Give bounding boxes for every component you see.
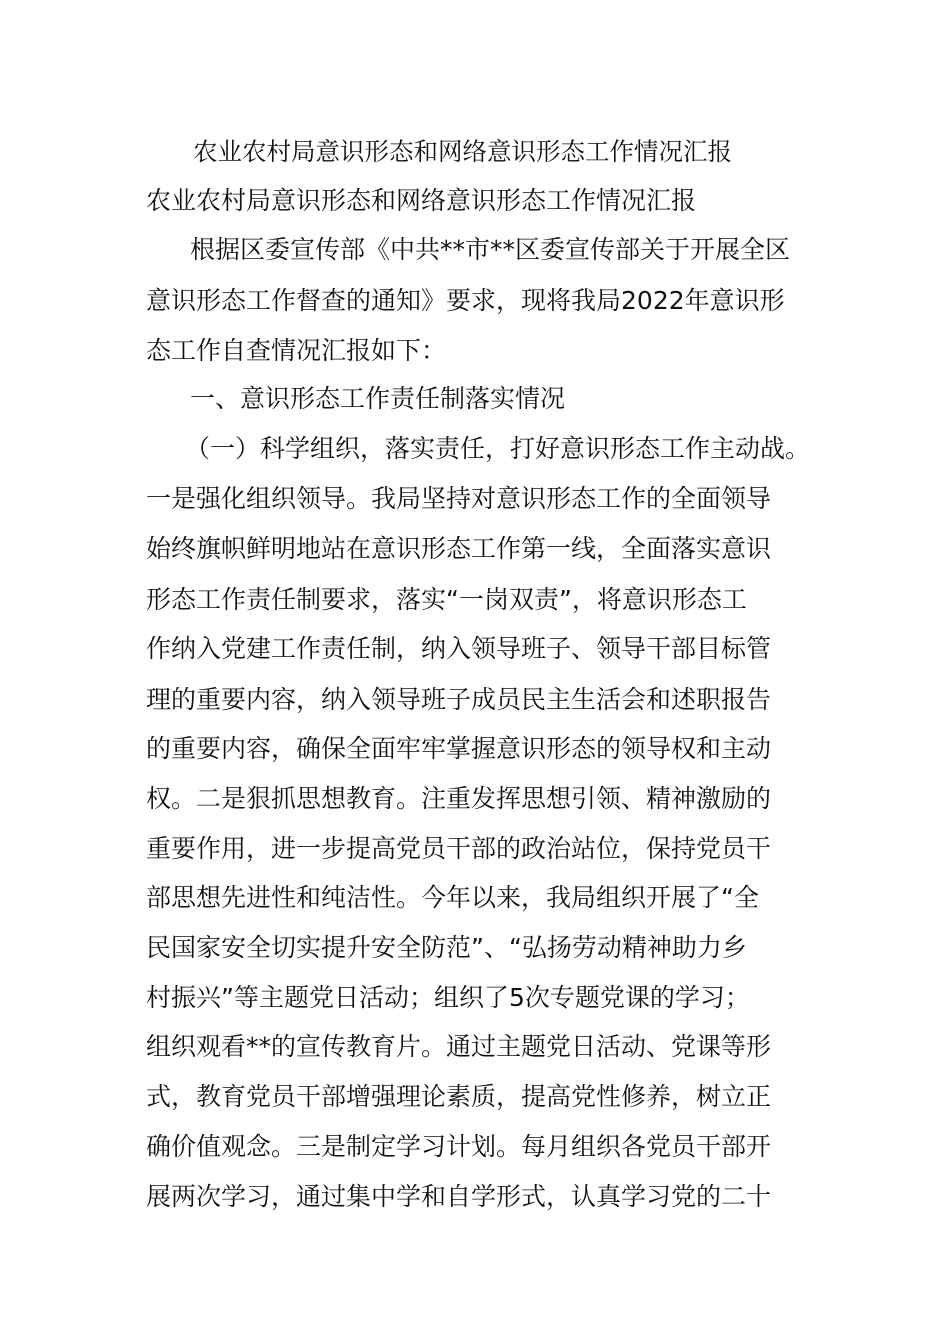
document-subtitle: 农业农村局意识形态和网络意识形态工作情况汇报: [146, 186, 697, 215]
body-line: 确价值观念。三是制定学习计划。每月组织各党员干部开: [146, 1132, 772, 1161]
document-title: 农业农村局意识形态和网络意识形态工作情况汇报: [193, 137, 732, 166]
body-line: 展两次学习，通过集中学和自学形式，认真学习党的二十: [146, 1182, 772, 1211]
body-line: 一是强化组织领导。我局坚持对意识形态工作的全面领导: [146, 484, 772, 513]
body-line: 权。二是狠抓思想教育。注重发挥思想引领、精神激励的: [146, 784, 772, 813]
body-line: 作纳入党建工作责任制，纳入领导班子、领导干部目标管: [146, 634, 772, 663]
body-line: 部思想先进性和纯洁性。今年以来，我局组织开展了“全: [146, 883, 759, 912]
body-line: 村振兴”等主题党日活动；组织了5次专题党课的学习；: [146, 983, 750, 1012]
body-line: 的重要内容，确保全面牢牢掌握意识形态的领导权和主动: [146, 734, 772, 763]
body-line: 组织观看**的宣传教育片。通过主题党日活动、党课等形: [146, 1032, 772, 1061]
body-line: 根据区委宣传部《中共**市**区委宣传部关于开展全区: [190, 235, 791, 264]
section-heading: 一、意识形态工作责任制落实情况: [190, 384, 566, 413]
body-line: 重要作用，进一步提高党员干部的政治站位，保持党员干: [146, 834, 772, 863]
body-line: 态工作自查情况汇报如下：: [146, 336, 447, 365]
body-line: 形态工作责任制要求，落实“一岗双责”，将意识形态工: [146, 585, 747, 614]
body-line: 始终旗帜鲜明地站在意识形态工作第一线，全面落实意识: [146, 534, 772, 563]
body-line: 理的重要内容，纳入领导班子成员民主生活会和述职报告: [146, 685, 772, 714]
body-line: 民国家安全切实提升安全防范”、“弘扬劳动精神助力乡: [146, 933, 747, 962]
subsection-heading: （一）科学组织，落实责任，打好意识形态工作主动战。: [185, 434, 811, 463]
body-line: 意识形态工作督查的通知》要求，现将我局2022年意识形: [146, 286, 785, 315]
body-line: 式，教育党员干部增强理论素质，提高党性修养，树立正: [146, 1082, 772, 1111]
